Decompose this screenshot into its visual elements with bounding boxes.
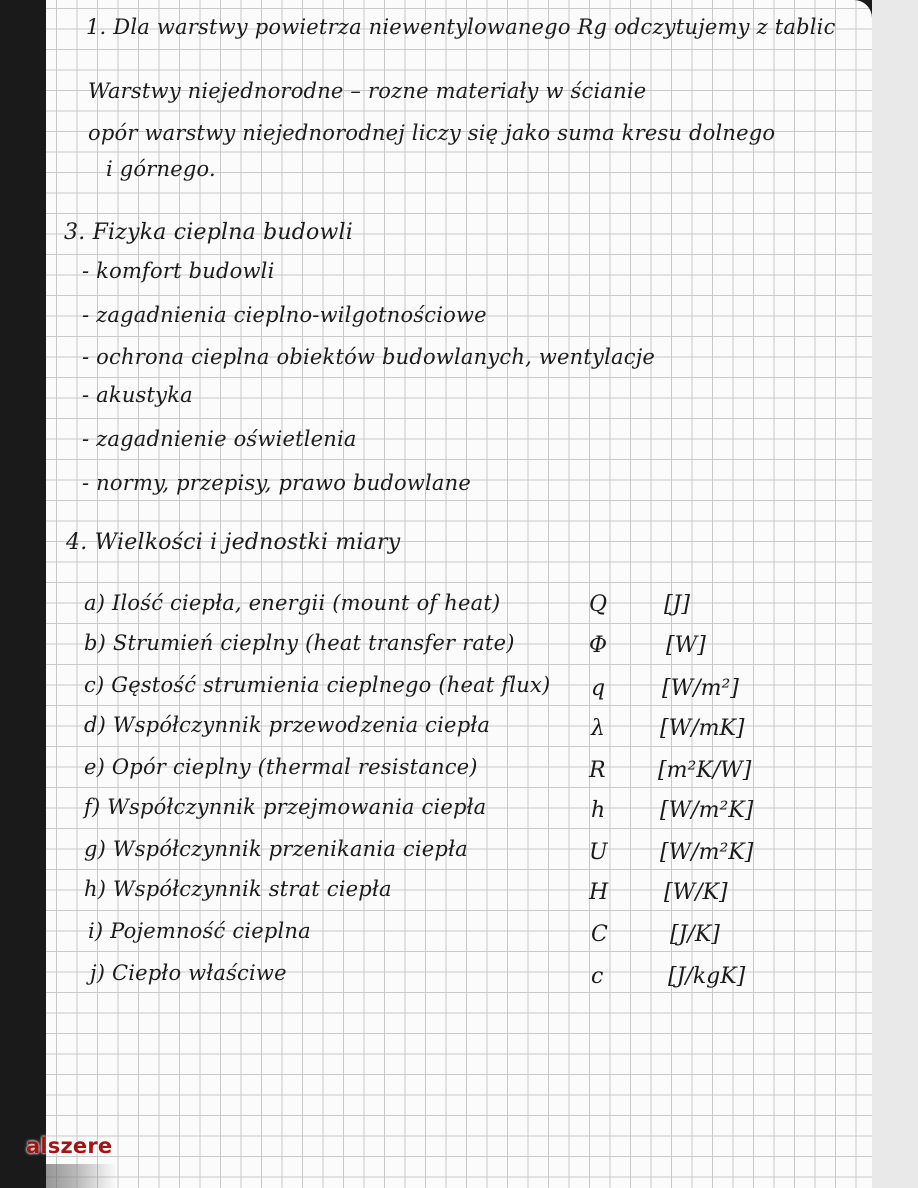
quantity-unit: [W] [666,633,706,658]
quantity-unit: [W/K] [664,880,728,905]
notebook-page [46,0,872,1188]
note-line-4: i górnego. [106,157,216,181]
quantity-label: a) Ilość ciepła, energii (mount of heat) [84,591,501,615]
quantity-label: c) Gęstość strumienia cieplnego (heat flux) [84,673,551,697]
note-line-2: Warstwy niejednorodne – rozne materiały w ścianie [88,79,647,103]
quantity-symbol: R [589,758,606,783]
list-item: - akustyka [82,383,193,407]
quantity-label: j) Ciepło właściwe [90,961,287,985]
section-heading-3: 3. Fizyka cieplna budowli [64,220,354,245]
quantity-symbol: U [589,840,608,865]
quantity-symbol: q [591,676,606,701]
quantity-symbol: λ [591,716,605,741]
quantity-unit: [J/K] [670,922,720,947]
quantity-symbol: H [589,880,609,905]
quantity-label: b) Strumień cieplny (heat transfer rate) [84,631,515,655]
list-item: - zagadnienia cieplno-wilgotnościowe [82,303,487,327]
note-line-3: opór warstwy niejednorodnej liczy się jako suma kresu dolnego [88,121,776,145]
list-item: - ochrona cieplna obiektów budowlanych, wentylacje [82,345,656,369]
quantity-unit: [J] [664,592,690,617]
quantity-symbol: Q [589,592,608,617]
note-line-1: 1. Dla warstwy powietrza niewentylowanego Rg odczytujemy z tablic [86,15,836,39]
page-edge [872,0,918,1188]
list-item: - normy, przepisy, prawo budowlane [82,471,471,495]
quantity-unit: [J/kgK] [668,964,746,989]
quantity-label: f) Współczynnik przejmowania ciepła [84,795,487,819]
quantity-label: i) Pojemność cieplna [88,919,311,943]
quantity-symbol: h [591,798,606,823]
quantity-symbol: Φ [589,633,608,658]
quantity-symbol: c [591,964,604,989]
quantity-unit: [W/m²K] [660,840,754,865]
list-item: - zagadnienie oświetlenia [82,427,357,451]
section-heading-4: 4. Wielkości i jednostki miary [66,530,401,555]
quantity-label: g) Współczynnik przenikania ciepła [84,837,468,861]
list-item: - komfort budowli [82,259,275,283]
quantity-unit: [m²K/W] [658,758,752,783]
quantity-label: e) Opór cieplny (thermal resistance) [84,755,478,779]
quantity-unit: [W/mK] [660,716,745,741]
quantity-label: h) Współczynnik strat ciepła [84,877,392,901]
quantity-symbol: C [591,922,608,947]
quantity-unit: [W/m²] [662,676,739,701]
quantity-unit: [W/m²K] [660,798,754,823]
scan-smudge [46,1164,116,1188]
watermark-text: alszere [26,1134,113,1158]
quantity-label: d) Współczynnik przewodzenia ciepła [84,713,491,737]
